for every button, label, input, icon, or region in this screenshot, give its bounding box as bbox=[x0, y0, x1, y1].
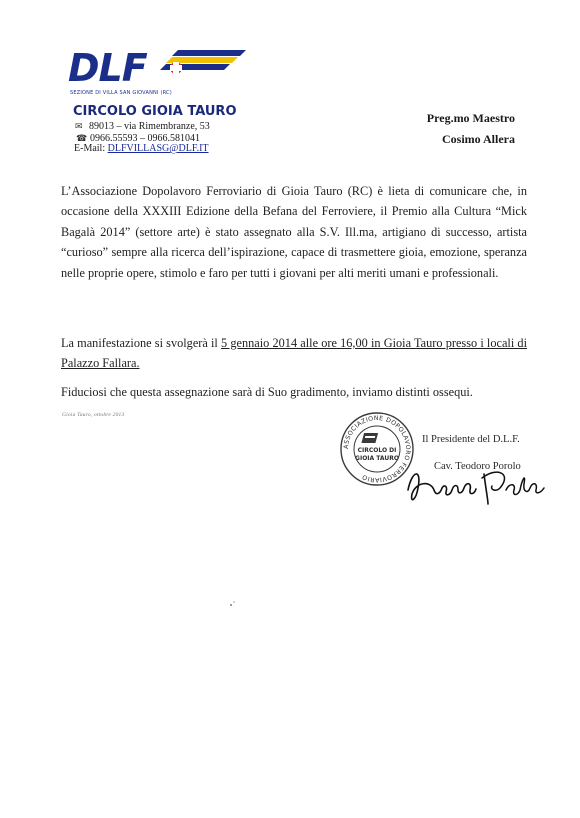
signatory-title: Il Presidente del D.L.F. bbox=[422, 434, 520, 445]
stamp-center-line1: CIRCOLO DI bbox=[357, 447, 397, 454]
contact-address bbox=[75, 121, 210, 132]
signatory-name: Cav. Teodoro Porolo bbox=[434, 461, 521, 472]
body-paragraph-2 bbox=[61, 333, 527, 374]
body-paragraph-3: Fiduciosi che questa assegnazione sarà di Suo gradimento, inviamo distinti ossequi. bbox=[61, 385, 473, 399]
scan-speck bbox=[228, 600, 238, 608]
dlf-logo bbox=[68, 44, 246, 100]
place-date: Gioia Tauro, ottobre 2013 bbox=[62, 412, 125, 418]
recipient-block bbox=[427, 108, 515, 150]
logo-text: DLF bbox=[68, 46, 147, 90]
rail-logo-icon bbox=[361, 433, 378, 443]
email-label: E-Mail: bbox=[74, 143, 106, 154]
address-text: 89013 – via Rimembranze, 53 bbox=[89, 121, 210, 132]
stamp-ring-text: ASSOCIAZIONE DOPOLAVORO FERROVIARIO bbox=[342, 414, 412, 484]
stamp-center-line2: GIOIA TAURO bbox=[355, 455, 399, 462]
recipient-line1: Preg.mo Maestro bbox=[426, 111, 515, 125]
envelope-icon: ✉ bbox=[75, 121, 83, 131]
contact-email bbox=[74, 143, 209, 154]
event-date-location: 5 gennaio 2014 alle ore 16,00 in Gioia Tauro presso i locali di Palazzo Fallara. bbox=[61, 336, 527, 371]
body-paragraph-1: L’Associazione Dopolavoro Ferroviario di Gioia Tauro (RC) è lieta di comunicare che, in occasione della XXXIII Edizione della Befana del Ferroviere, il Premio alla Cultura “Mick Bagalà 2014” (settore arte) è stato assegnato alla S.V. Ill.ma, artigiano di successo, artista “curioso” sempre alla ricerca dell’ispirazione, capace di trasmettere gioia, emozione, speranza nelle proprie opere, stimolo e faro per tutti i giovani per alti meriti umani e professionali. bbox=[61, 184, 527, 280]
phone-text: 0966.55593 – 0966.581041 bbox=[90, 133, 200, 144]
logo-subtitle: SEZIONE DI VILLA SAN GIOVANNI (RC) bbox=[70, 90, 172, 96]
email-link[interactable]: DLFVILLASG@DLF.IT bbox=[107, 143, 209, 154]
recipient-line2: Cosimo Allera bbox=[442, 132, 515, 146]
event-text: La manifestazione si svolgerà il bbox=[61, 336, 222, 350]
logo-bars-icon bbox=[160, 48, 246, 74]
telephone-icon: ☎ bbox=[76, 133, 88, 143]
handwritten-signature bbox=[402, 460, 550, 510]
org-name: CIRCOLO GIOIA TAURO bbox=[73, 104, 237, 119]
